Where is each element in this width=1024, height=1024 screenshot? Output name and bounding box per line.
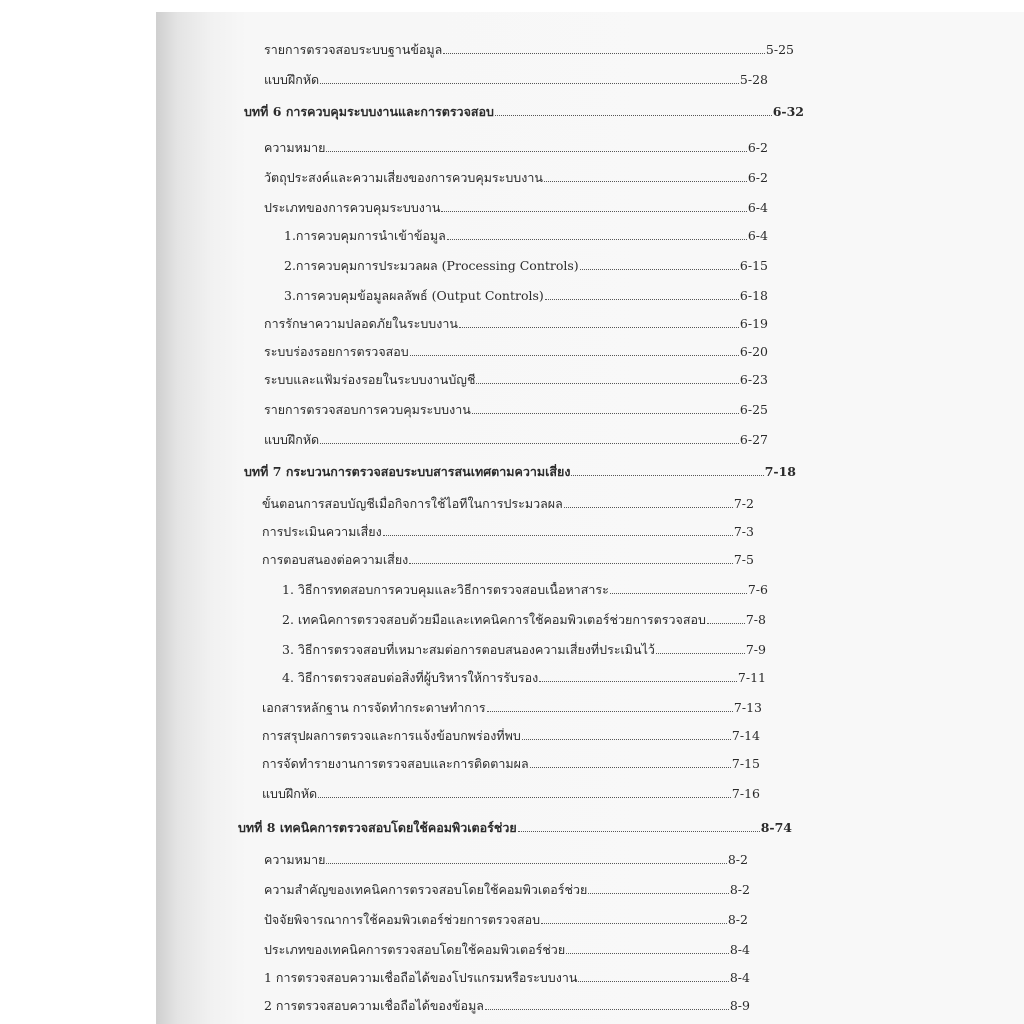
toc-entry-title: 2. เทคนิคการตรวจสอบด้วยมือและเทคนิคการใช้คอมพิวเตอร์ช่วยการตรวจสอบ [282, 612, 706, 627]
toc-entry [264, 140, 768, 156]
toc-entry [262, 524, 754, 540]
dot-leader [326, 862, 726, 864]
dot-leader [656, 652, 745, 654]
toc-page-number: 7-11 [737, 670, 766, 685]
toc-page-number: 6-23 [739, 372, 768, 387]
toc-entry [282, 582, 768, 598]
toc-page-number: 7-5 [733, 552, 754, 567]
toc-entry [264, 42, 794, 58]
dot-leader [564, 506, 733, 508]
toc-entry-title: บทที่ 7 กระบวนการตรวจสอบระบบสารสนเทศตามความเสี่ยง [244, 464, 571, 479]
toc-entry [264, 402, 768, 418]
toc-entry-title: ระบบร่องรอยการตรวจสอบ [264, 344, 409, 359]
dot-leader [566, 952, 729, 954]
toc-entry-title: 1.การควบคุมการนำเข้าข้อมูล [284, 228, 446, 243]
toc-entry [282, 670, 766, 686]
toc-entry-title: รายการตรวจสอบระบบฐานข้อมูล [264, 42, 443, 57]
dot-leader [522, 738, 731, 740]
toc-page-number: 6-25 [739, 402, 768, 417]
dot-leader [544, 180, 747, 182]
toc-page-number: 6-20 [739, 344, 768, 359]
dot-leader [495, 114, 772, 116]
dot-leader [545, 298, 739, 300]
toc-entry [264, 912, 748, 928]
toc-entry-title: การตอบสนองต่อความเสี่ยง [262, 552, 409, 567]
toc-entry [264, 432, 768, 448]
toc-page-number: 6-32 [772, 104, 804, 119]
toc-page-number: 6-2 [747, 170, 768, 185]
dot-leader [447, 238, 747, 240]
dot-leader [383, 534, 733, 536]
toc-entry-title: การสรุปผลการตรวจและการแจ้งข้อบกพร่องที่พบ [262, 728, 521, 743]
toc-entry [264, 344, 768, 360]
dot-leader [539, 680, 737, 682]
toc-entry-title: 1 การตรวจสอบความเชื่อถือได้ของโปรแกรมหรือระบบงาน [264, 970, 578, 985]
dot-leader [410, 354, 739, 356]
toc-entry-title: วัตถุประสงค์และความเสี่ยงของการควบคุมระบบงาน [264, 170, 543, 185]
toc-entry [262, 756, 760, 772]
toc-entry-title: แบบฝึกหัด [264, 72, 320, 87]
dot-leader [485, 1008, 729, 1010]
dot-leader [443, 52, 765, 54]
toc-page-number: 6-2 [747, 140, 768, 155]
toc-page-number: 8-2 [727, 912, 748, 927]
dot-leader [326, 150, 746, 152]
dot-leader [472, 412, 739, 414]
dot-leader [320, 442, 739, 444]
toc-page-number: 8-9 [729, 998, 750, 1013]
toc-entry-title: การจัดทำรายงานการตรวจสอบและการติดตามผล [262, 756, 529, 771]
toc-entry-title: รายการตรวจสอบการควบคุมระบบงาน [264, 402, 471, 417]
toc-page-number: 6-19 [739, 316, 768, 331]
toc-page-number: 7-9 [745, 642, 766, 657]
toc-entry-title: ประเภทของการควบคุมระบบงาน [264, 200, 441, 215]
toc-page-number: 6-27 [739, 432, 768, 447]
toc-entry [262, 700, 762, 716]
dot-leader [580, 268, 739, 270]
toc-entry-title: 1. วิธีการทดสอบการควบคุมและวิธีการตรวจสอบเนื้อหาสาระ [282, 582, 609, 597]
toc-entry [264, 970, 750, 986]
toc-page-number: 8-2 [729, 882, 750, 897]
toc-page-number: 7-2 [733, 496, 754, 511]
toc-entry-title: 3.การควบคุมข้อมูลผลลัพธ์ (Output Controls) [284, 288, 544, 303]
toc-entry-title: ขั้นตอนการสอบบัญชีเมื่อกิจการใช้ไอทีในการประมวลผล [262, 496, 563, 511]
dot-leader [518, 830, 760, 832]
toc-entry [262, 496, 754, 512]
toc-page-number: 7-8 [745, 612, 766, 627]
toc-entry-title: บทที่ 6 การควบคุมระบบงานและการตรวจสอบ [244, 104, 494, 119]
toc-page-number: 5-25 [765, 42, 794, 57]
dot-leader [459, 326, 739, 328]
dot-leader [571, 474, 763, 476]
toc-entry [282, 642, 766, 658]
toc-page-number: 7-13 [733, 700, 762, 715]
toc-page-number: 8-74 [760, 820, 792, 835]
dot-leader [588, 892, 729, 894]
toc-entry-title: การรักษาความปลอดภัยในระบบงาน [264, 316, 458, 331]
toc-entry-title: ประเภทของเทคนิคการตรวจสอบโดยใช้คอมพิวเตอร์ช่วย [264, 942, 566, 957]
toc-chapter-heading [244, 104, 804, 120]
dot-leader [541, 922, 727, 924]
toc-entry [264, 942, 750, 958]
toc-page-number: 7-16 [731, 786, 760, 801]
toc-entry [264, 882, 750, 898]
toc-page-number: 8-2 [727, 852, 748, 867]
dot-leader [487, 710, 733, 712]
toc-entry-title: 2.การควบคุมการประมวลผล (Processing Controls) [284, 258, 579, 273]
toc-entry [284, 288, 768, 304]
toc-page-number: 7-18 [764, 464, 796, 479]
toc-page-number: 7-6 [747, 582, 768, 597]
toc-entry [264, 316, 768, 332]
toc-page-number: 5-28 [739, 72, 768, 87]
toc-entry [284, 228, 768, 244]
toc-entry-title: แบบฝึกหัด [264, 432, 320, 447]
book-page [156, 12, 1024, 1024]
toc-entry-title: เอกสารหลักฐาน การจัดทำกระดาษทำการ [262, 700, 486, 715]
dot-leader [476, 382, 738, 384]
toc-entry [262, 786, 760, 802]
toc-page-number: 6-4 [747, 200, 768, 215]
dot-leader [320, 82, 739, 84]
dot-leader [610, 592, 747, 594]
toc-page-number: 6-4 [747, 228, 768, 243]
toc-entry [282, 612, 766, 628]
dot-leader [441, 210, 746, 212]
toc-entry-title: แบบฝึกหัด [262, 786, 318, 801]
toc-entry [262, 552, 754, 568]
toc-page-number: 7-14 [731, 728, 760, 743]
dot-leader [318, 796, 731, 798]
toc-entry-title: 4. วิธีการตรวจสอบต่อสิ่งที่ผู้บริหารให้การรับรอง [282, 670, 539, 685]
toc-entry-title: ความหมาย [264, 852, 326, 867]
toc-entry-title: บทที่ 8 เทคนิคการตรวจสอบโดยใช้คอมพิวเตอร์ช่วย [238, 820, 517, 835]
toc-chapter-heading [238, 820, 792, 836]
toc-page-number: 8-4 [729, 942, 750, 957]
toc-entry-title: ความหมาย [264, 140, 326, 155]
dot-leader [578, 980, 728, 982]
dot-leader [409, 562, 733, 564]
toc-entry-title: 2 การตรวจสอบความเชื่อถือได้ของข้อมูล [264, 998, 484, 1013]
toc-page-number: 6-18 [739, 288, 768, 303]
toc-entry [284, 258, 768, 274]
dot-leader [707, 622, 745, 624]
toc-entry-title: ปัจจัยพิจารณาการใช้คอมพิวเตอร์ช่วยการตรวจสอบ [264, 912, 541, 927]
toc-page-number: 8-4 [729, 970, 750, 985]
toc-entry [264, 852, 748, 868]
toc-entry-title: ความสำคัญของเทคนิคการตรวจสอบโดยใช้คอมพิวเตอร์ช่วย [264, 882, 588, 897]
toc-chapter-heading [244, 464, 796, 480]
toc-entry [264, 170, 768, 186]
toc-entry-title: 3. วิธีการตรวจสอบที่เหมาะสมต่อการตอบสนองความเสี่ยงที่ประเมินไว้ [282, 642, 655, 657]
toc-page-number: 7-3 [733, 524, 754, 539]
toc-page-number: 6-15 [739, 258, 768, 273]
toc-entry-title: ระบบและแฟ้มร่องรอยในระบบงานบัญชี [264, 372, 476, 387]
dot-leader [530, 766, 731, 768]
toc-entry [264, 200, 768, 216]
toc-entry [264, 372, 768, 388]
toc-page-number: 7-15 [731, 756, 760, 771]
toc-entry [264, 72, 768, 88]
toc-entry [264, 998, 750, 1014]
toc-entry-title: การประเมินความเสี่ยง [262, 524, 382, 539]
toc-entry [262, 728, 760, 744]
